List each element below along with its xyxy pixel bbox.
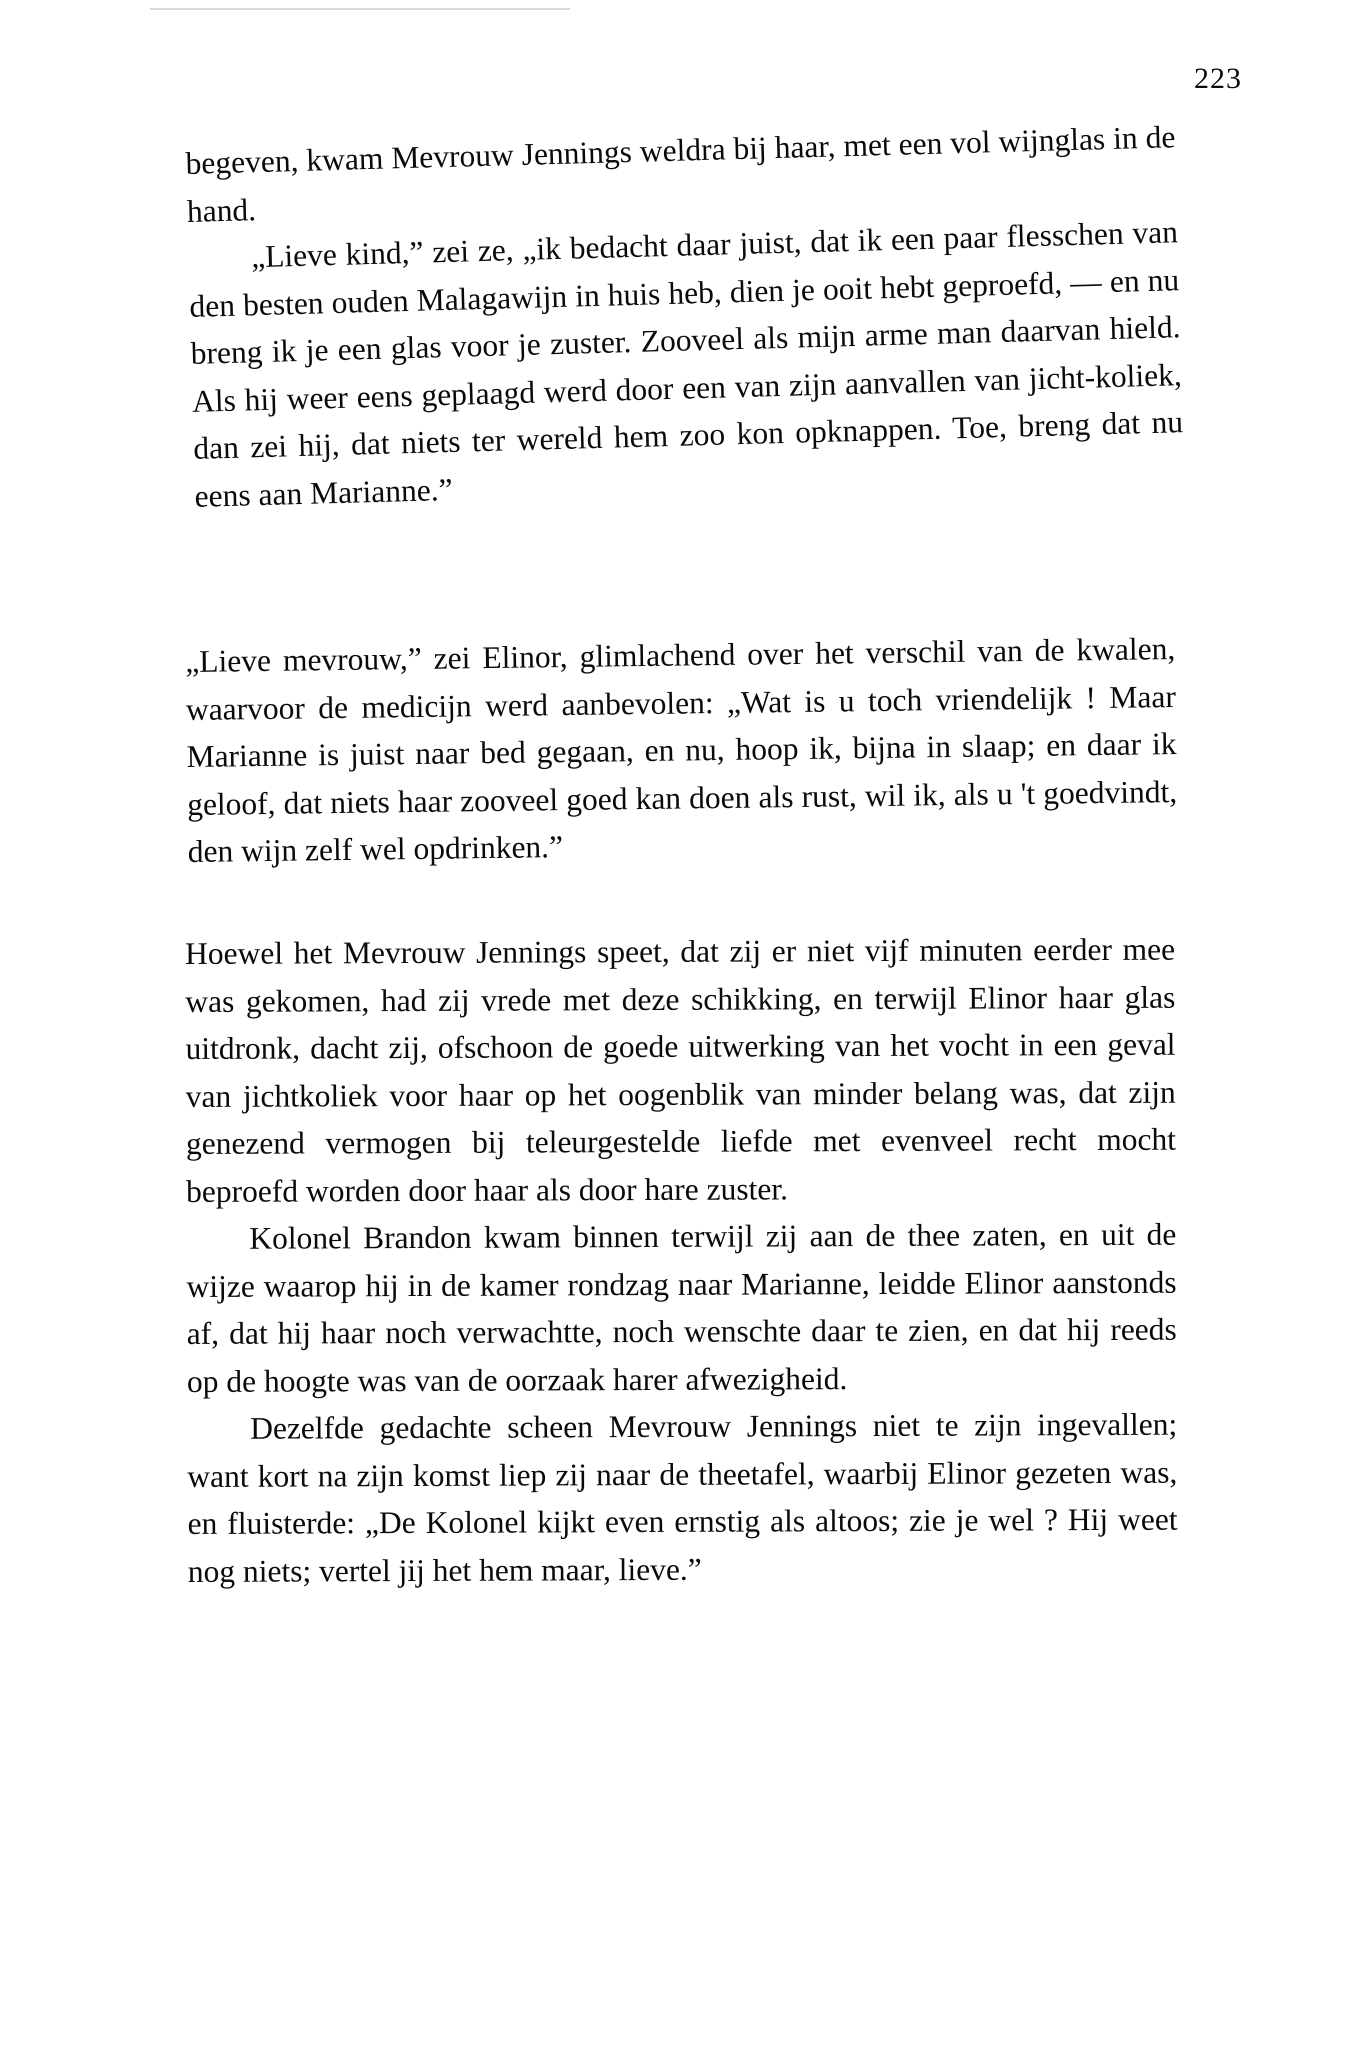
paragraph: Dezelfde gedachte scheen Mevrouw Jennings niet te zijn ingevallen; want kort na zijn komst liep zij naar de theetafel, waarbij Elinor gezeten was, en fluisterde: „De Kolonel kijkt even ernstig als altoos; zie je wel ? Hij weet nog niets; vertel jij het hem maar, lieve.” <box>187 1406 1178 1589</box>
scan-edge-mark <box>150 8 570 10</box>
paragraph: „Lieve kind,” zei ze, „ik bedacht daar juist, dat ik een paar flesschen van den besten ouden Malagawijn in huis heb, dien je ooit hebt geproefd, — en nu breng ik je een glas voor je zuster. Zooveel als mijn arme man daarvan hield. Als hij weer eens geplaagd werd door een van zijn aanvallen van jicht-koliek, dan zei hij, dat niets ter wereld hem zoo kon opknappen. Toe, breng dat nu eens aan Marianne.” <box>189 214 1184 514</box>
paragraph: Kolonel Brandon kwam binnen terwijl zij aan de thee zaten, en uit de wijze waarop hij in de kamer rondzag naar Marianne, leidde Elinor aanstonds af, dat hij haar noch verwachtte, noch wenschte daar te zien, en dat hij reeds op de hoogte was van de oorzaak harer afwezigheid. <box>186 1216 1177 1399</box>
text-region-upper <box>185 113 1185 520</box>
paragraph: Hoewel het Mevrouw Jennings speet, dat zij er niet vijf minuten eerder mee was gekomen, had zij vrede met deze schikking, en terwijl Elinor haar glas uitdronk, dacht zij, ofschoon de goede uitwerking van het vocht in een geval van jichtkoliek voor haar op het oogenblik van minder belang was, dat zijn genezend vermogen bij teleurgestelde liefde met evenveel recht mocht beproefd worden door haar als door hare zuster. <box>185 931 1176 1209</box>
text-region-middle <box>185 625 1178 875</box>
page-number: 223 <box>1194 62 1242 95</box>
text-region-lower <box>185 926 1178 1595</box>
paragraph: begeven, kwam Mevrouw Jennings weldra bij haar, met een vol wijnglas in de hand. <box>185 119 1176 229</box>
paragraph: „Lieve mevrouw,” zei Elinor, glimlachend over het verschil van de kwalen, waarvoor de medicijn werd aanbevolen: „Wat is u toch vriendelijk ! Maar Marianne is juist naar bed gegaan, en nu, hoop ik, bijna in slaap; en daar ik geloof, dat niets haar zooveel goed kan doen als rust, wil ik, als u 't goedvindt, den wijn zelf wel opdrinken.” <box>185 631 1178 869</box>
